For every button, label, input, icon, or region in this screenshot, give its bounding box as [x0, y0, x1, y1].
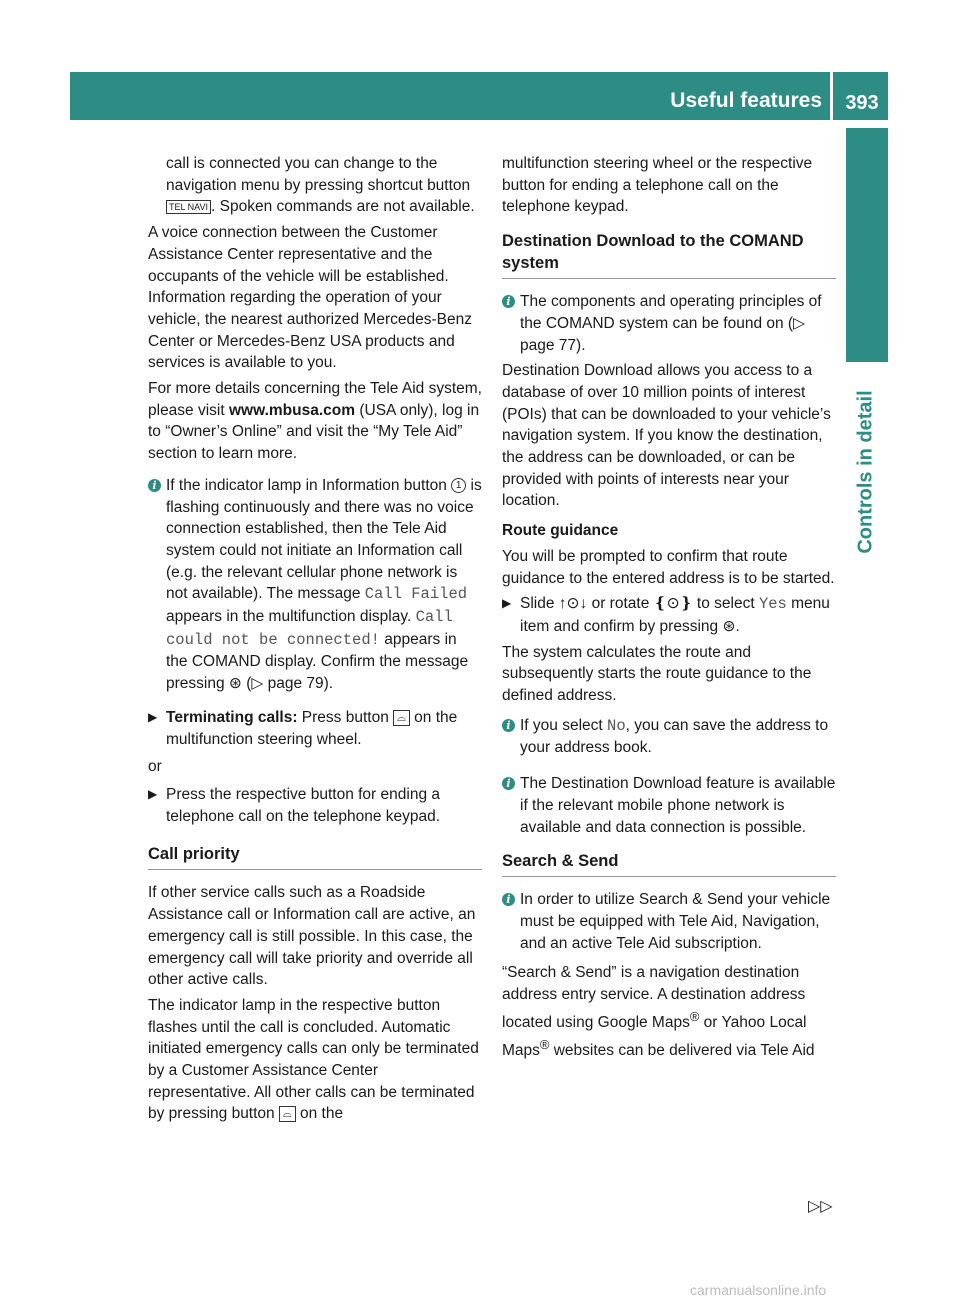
circled-number-icon: 1 [451, 478, 466, 493]
paragraph: A voice connection between the Customer Assistance Center representative and the occupants of the vehicle will be established. Information regarding the operation of your vehicle, the nearest authorized Mercedes-Benz Center or Mercedes-Benz USA products and services is available to you. [148, 224, 472, 372]
info-note: i The components and operating principles of the COMAND system can be found on (▷ page 77). [502, 291, 836, 356]
display-message: Call Failed [364, 585, 468, 604]
tel-navi-button-icon: TEL NAVI [166, 200, 211, 214]
info-note: i The Destination Download feature is available if the relevant mobile phone network is available and data connection is possible. [502, 773, 836, 838]
slide-controller-icon: ↑⊙↓ [558, 595, 588, 613]
step: ▶ Terminating calls: Press button ⌓ on the multifunction steering wheel. [148, 708, 458, 748]
display-message: Call could not be connected! [166, 608, 453, 649]
header-divider [830, 72, 833, 120]
controller-press-icon: ⊛ [722, 617, 736, 635]
page-number: 393 [845, 92, 879, 114]
section-heading: Destination Download to the COMAND system [502, 230, 836, 279]
continue-arrow-icon: ▷▷ [808, 1198, 833, 1215]
info-icon: i [502, 893, 515, 906]
step-arrow-icon: ▶ [148, 709, 158, 724]
paragraph: Destination Download allows you access to a database of over 10 million points of interest (POIs) that can be downloaded to your vehicle’s navigation system. If you know the destination, the address can be downloaded, or can be provided with points of interests near your location. [502, 362, 831, 510]
rotate-controller-icon: ❴⊙❵ [653, 595, 693, 613]
step: ▶ Press the respective button for ending a telephone call on the telephone keypad. [148, 785, 441, 825]
info-note: i If the indicator lamp in Information button 1 is flashing continuously and there was no voice connection established, then the Tele Aid system could not initiate an Information call (e.g. the relevant cellular phone network is not available). The message Call Failed appears in the multifunction display. Call could not be connected! appears in the COMAND display. Confirm the message pressing ⊛ (▷ page 79). [148, 475, 482, 695]
menu-item-label: Yes [758, 595, 787, 614]
paragraph: The system calculates the route and subsequently starts the route guidance to the defined address. [502, 643, 812, 705]
section-title: Useful features [670, 89, 822, 112]
info-icon: i [502, 719, 515, 732]
controller-press-icon: ⊛ [228, 675, 242, 693]
side-label-text: Controls in detail [854, 390, 877, 554]
paragraph: For more details concerning the Tele Aid system, please visit www.mbusa.com (USA only), log in to “Owner’s Online” and visit the “My Tele Aid” section to learn more. [148, 380, 482, 463]
step: ▶ Slide ↑⊙↓ or rotate ❴⊙❵ to select Yes menu item and confirm by pressing ⊛. [502, 595, 830, 635]
menu-item-label: No [607, 716, 626, 735]
or-text: or [148, 758, 162, 776]
info-note: i In order to utilize Search & Send your vehicle must be equipped with Tele Aid, Navigation, and an active Tele Aid subscription. [502, 889, 836, 954]
left-column [148, 153, 482, 1129]
paragraph: call is connected you can change to the navigation menu by pressing shortcut button TEL NAVI . Spoken commands are not available. [166, 155, 475, 216]
subheading: Route guidance [502, 522, 619, 540]
end-call-button-icon: ⌓ [279, 1106, 296, 1122]
end-call-button-icon: ⌓ [393, 710, 410, 726]
paragraph: multifunction steering wheel or the respective button for ending a telephone call on the telephone keypad. [502, 155, 813, 216]
info-icon: i [502, 295, 515, 308]
website-link[interactable]: www.mbusa.com [228, 401, 356, 419]
paragraph: You will be prompted to confirm that route guidance to the entered address is to be started. [502, 547, 835, 587]
paragraph: If other service calls such as a Roadside Assistance call or Information call are active, an emergency call is still possible. In this case, the emergency call will take priority and override all other active calls. [148, 884, 476, 989]
side-label [844, 362, 888, 582]
section-heading: Search & Send [502, 850, 836, 877]
paragraph: “Search & Send” is a navigation destination address entry service. A destination address located using Google Maps® or Yahoo Local Maps® websites can be delivered via Tele Aid [502, 964, 815, 1059]
section-heading: Call priority [148, 843, 482, 870]
paragraph: The indicator lamp in the respective button flashes until the call is concluded. Automatic initiated emergency calls can only be terminated by a Customer Assistance Center representative. All other calls can be terminated by pressing button ⌓ on the [148, 996, 479, 1123]
watermark: carmanualsonline.info [690, 1282, 827, 1298]
step-arrow-icon: ▶ [148, 786, 158, 801]
step-arrow-icon: ▶ [502, 596, 512, 611]
info-icon: i [148, 479, 161, 492]
info-note: i If you select No, you can save the address to your address book. [502, 715, 836, 759]
info-icon: i [502, 777, 515, 790]
header-bar [70, 72, 888, 120]
side-tab [846, 128, 888, 362]
right-column [502, 153, 836, 1066]
